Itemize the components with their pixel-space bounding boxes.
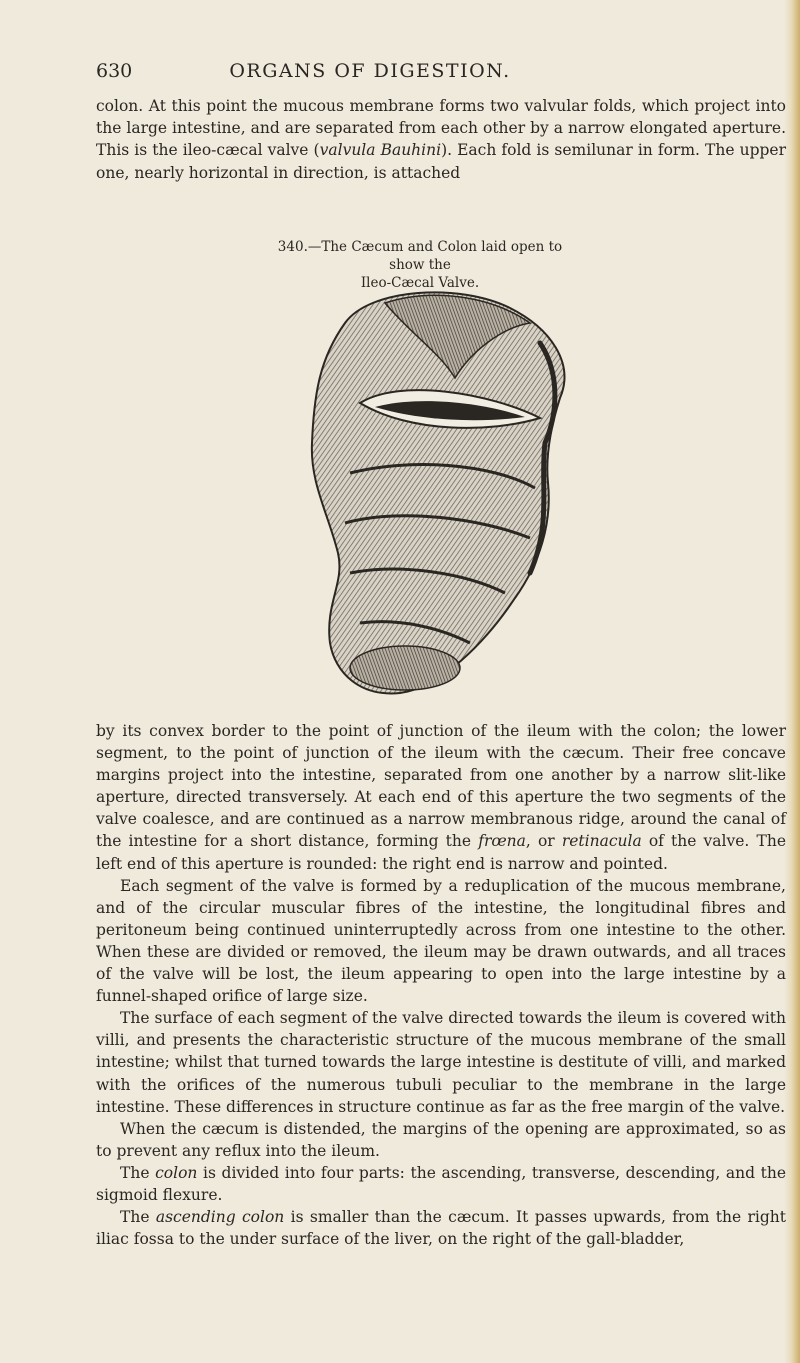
intro-text-after: ). Each fold is semilunar in form. The upper one, nearly horizontal in direction, is attached: [96, 141, 786, 182]
p6-ascending-term: ascending colon: [155, 1208, 285, 1227]
p1-part-a: by its convex border to the point of junction of the ileum with the colon; the lower segment, to the point of junction of the ileum with the cæcum. Their free concave margins project into the intestine, separated from one another by a narrow slit-like aperture, directed transversely. At each end of this aperture the two segments of the valve coalesce, and are continued as a narrow membranous ridge, around the canal of the intestine for a short distance, forming the: [96, 722, 786, 851]
running-head: ORGANS OF DIGESTION.: [229, 60, 511, 82]
main-body-text: [96, 720, 786, 1250]
paragraph-valve-border: [96, 720, 786, 875]
intro-italic-term: valvula Bauhini: [319, 141, 442, 160]
paragraph-ascending-colon: [96, 1206, 786, 1250]
page-header: [0, 60, 800, 90]
intro-paragraph: [96, 95, 786, 184]
intro-text: colon. At this point the mucous membrane forms two valvular folds, which project into the large intestine, and are separated from each other by a narrow elongated aperture. This is the ileo-cæcal valve (: [96, 97, 786, 160]
p6-part-a: The: [120, 1208, 156, 1227]
paragraph-valve-segments: Each segment of the valve is formed by a reduplication of the mucous membrane, and of the circular muscular fibres of the intestine, the longitudinal fibres and peritoneum being continued uninterruptedly across from one intestine to the other. When these are divided or removed, the ileum may be drawn outwards, and all traces of the valve will be lost, the ileum appearing to open into the large intestine by a funnel-shaped orifice of large size.: [96, 876, 786, 1006]
page-edge-stain: [784, 0, 800, 1363]
caption-line-1: 340.—The Cæcum and Colon laid open to show the: [277, 239, 563, 273]
p5-colon-term: colon: [155, 1163, 198, 1182]
p1-part-b: , or: [525, 832, 562, 851]
caption-line-2: Ileo-Cæcal Valve.: [360, 275, 480, 291]
p5-part-a: The: [120, 1163, 156, 1182]
p1-part-c: of the valve. The left end of this aperture is rounded: the right end is narrow and pointed.: [96, 832, 786, 873]
p6-part-b: is smaller than the cæcum. It passes upwards, from the right iliac fossa to the under surface of the liver, on the right of the gall-bladder,: [96, 1208, 787, 1249]
p1-retinacula-term: retinacula: [561, 832, 642, 851]
caecum-colon-illustration: [290, 283, 590, 703]
p1-frena-term: frœna: [478, 832, 526, 851]
page-number: 630: [96, 60, 133, 82]
paragraph-valve-surface: The surface of each segment of the valve directed towards the ileum is covered with villi, and presents the characteristic structure of the mucous membrane of the small intestine; whilst that turned towards the large intestine is destitute of villi, and marked with the orifices of the numerous tubuli peculiar to the membrane in the large intestine. These differences in structure continue as far as the free margin of the valve.: [96, 1009, 786, 1116]
paragraph-distension: When the cæcum is distended, the margins of the opening are approximated, so as to prevent any reflux into the ileum.: [96, 1119, 786, 1160]
p5-part-b: is divided into four parts: the ascending, transverse, descending, and the sigmoid flexure.: [96, 1163, 787, 1204]
caecum-base: [350, 646, 460, 690]
paragraph-colon-parts: [96, 1162, 786, 1206]
